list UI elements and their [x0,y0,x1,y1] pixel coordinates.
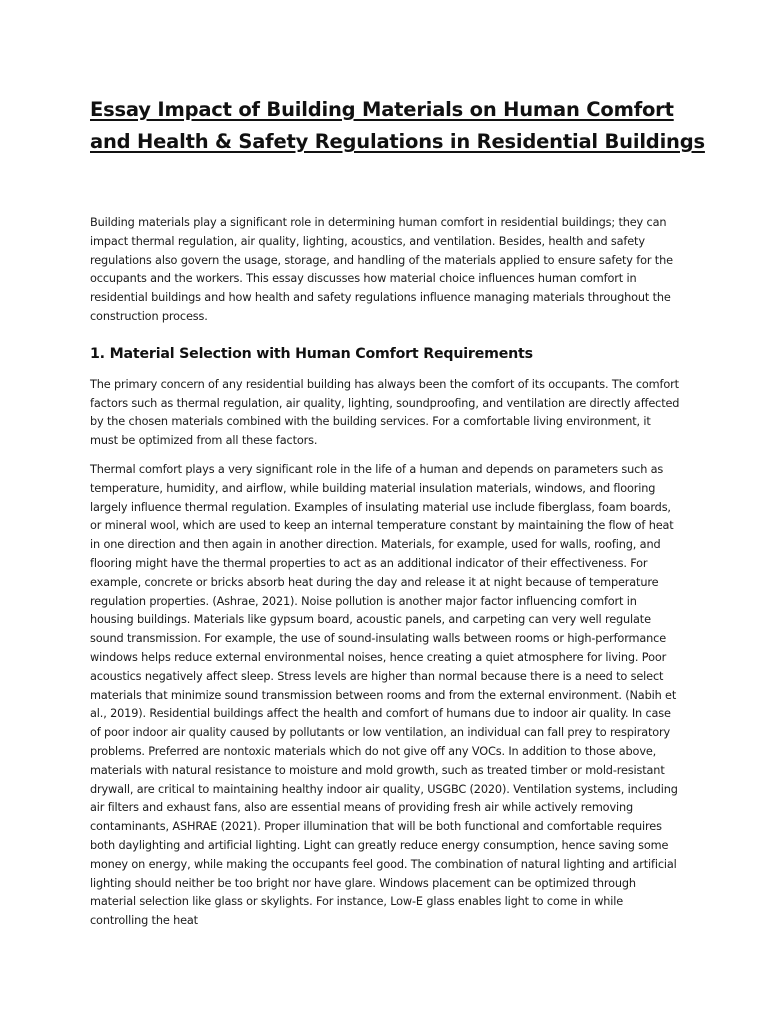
title-line-1: Essay Impact of Building Materials on Human Comfort [90,98,674,121]
section-1-heading: 1. Material Selection with Human Comfort Requirements [90,345,533,362]
section-1-paragraph-1: The primary concern of any residential building has always been the comfort of its occupants. The comfort factors such as thermal regulation, air quality, lighting, soundproofing, and ventilation are directly affected by the chosen materials combined with the building services. For a comfortable living environment, it must be optimized from all these factors. [90,377,680,448]
document-title [90,94,705,158]
intro-paragraph: Building materials play a significant role in determining human comfort in residential buildings; they can impact thermal regulation, air quality, lighting, acoustics, and ventilation. Besides, health and safety regulations also govern the usage, storage, and handling of the materials applied to ensure safety for the occupants and the workers. This essay discusses how material choice influences human comfort in residential buildings and how health and safety regulations influence managing materials throughout the construction process. [90,216,673,323]
title-line-2: and Health & Safety Regulations in Residential Buildings [90,130,705,153]
section-1-paragraph-2: Thermal comfort plays a very significant role in the life of a human and depends on parameters such as temperature, humidity, and airflow, while building material insulation materials, windows, and flooring largely influence thermal regulation. Examples of insulating material use include fiberglass, foam boards, or mineral wool, which are used to keep an internal temperature constant by maintaining the flow of heat in one direction and then again in another direction. Materials, for example, used for walls, roofing, and flooring might have the thermal properties to act as an additional indicator of their effectiveness. For example, concrete or bricks absorb heat during the day and release it at night because of temperature regulation properties. (Ashrae, 2021). Noise pollution is another major factor influencing comfort in housing buildings. Materials like gypsum board, acoustic panels, and carpeting can very well regulate sound transmission. For example, the use of sound-insulating walls between rooms or high-performance windows helps reduce external environmental noises, hence creating a quiet atmosphere for living. Poor acoustics negatively affect sleep. Stress levels are higher than normal because there is a need to select materials that minimize sound transmission between rooms and from the external environment. (Nabih et al., 2019). Residential buildings affect the health and comfort of humans due to indoor air quality. In case of poor indoor air quality caused by pollutants or low ventilation, an individual can fall prey to respiratory problems. Preferred are nontoxic materials which do not give off any VOCs. In addition to those above, materials with natural resistance to moisture and mold growth, such as treated timber or mold-resistant drywall, are critical to maintaining healthy indoor air quality, USGBC (2020). Ventilation systems, including air filters and exhaust fans, also are essential means of providing fresh air while actively removing contaminants, ASHRAE (2021). Proper illumination that will be both functional and comfortable requires both daylighting and artificial lighting. Light can greatly reduce energy consumption, hence saving some money on energy, while making the occupants feel good. The combination of natural lighting and artificial lighting should neither be too bright nor have glare. Windows placement can be optimized through material selection like glass or skylights. For instance, Low-E glass enables light to come in while controlling the heat [90,462,678,928]
document-body [90,94,705,931]
